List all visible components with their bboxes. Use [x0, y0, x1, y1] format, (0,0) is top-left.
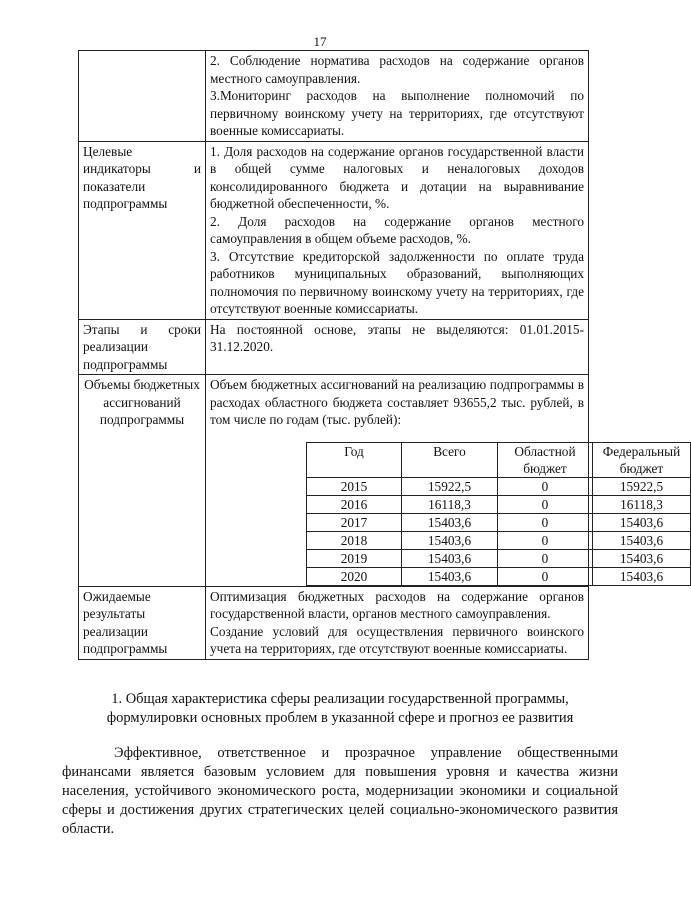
budget-label: Объемы бюджетных ассигнований подпрограммы	[79, 375, 206, 587]
federal-cell: 15403,6	[593, 549, 691, 567]
budget-text: Объем бюджетных ассигнований на реализацию подпрограммы в расходах областного бюджета составляет 93655,2 тыс. рублей, в том числе по годам (тыс. рублей):	[210, 377, 584, 427]
budget-row	[307, 549, 691, 567]
stages-cell	[206, 319, 589, 375]
stages-text: На постоянной основе, этапы не выделяются: 01.01.2015-31.12.2020.	[210, 321, 584, 354]
budget-row	[307, 567, 691, 585]
federal-cell: 15403,6	[593, 567, 691, 585]
table-row	[79, 141, 589, 319]
regional-cell: 0	[498, 495, 593, 513]
budget-header-row	[307, 442, 691, 477]
regional-cell: 0	[498, 531, 593, 549]
header-regional: Областной бюджет	[498, 442, 593, 477]
total-cell: 15403,6	[402, 513, 498, 531]
indicator-item: 3. Отсутствие кредиторской задолженности по оплате труда работников муниципальных образований, выполняющих полномочия по первичному воинскому учету на территориях, где отсутствуют военные комиссариаты.	[210, 248, 584, 316]
regional-cell: 0	[498, 567, 593, 585]
year-cell: 2015	[307, 477, 402, 495]
year-cell: 2019	[307, 549, 402, 567]
budget-cell	[206, 375, 681, 587]
task-item: 2. Соблюдение норматива расходов на содержание органов местного самоуправления.	[210, 53, 584, 86]
results-label: Ожидаемые результаты реализации подпрограммы	[79, 586, 206, 659]
total-cell: 15403,6	[402, 531, 498, 549]
federal-cell: 15922,5	[593, 477, 691, 495]
body-paragraph: Эффективное, ответственное и прозрачное управление общественными финансами является базовым условием для повышения уровня и качества жизни населения, устойчивого экономического роста, модернизации экономики и социальной сферы и достижения других стратегических целей социально-экономического развития области.	[62, 745, 618, 837]
header-federal: Федеральный бюджет	[593, 442, 691, 477]
budget-row	[307, 477, 691, 495]
budget-table	[306, 442, 691, 586]
regional-cell: 0	[498, 549, 593, 567]
tasks-cell	[206, 51, 589, 142]
table-row	[79, 375, 589, 587]
total-cell: 16118,3	[402, 495, 498, 513]
header-total: Всего	[402, 442, 498, 477]
section-heading-line: 1. Общая характеристика сферы реализации государственной программы,	[111, 691, 569, 707]
federal-cell: 16118,3	[593, 495, 691, 513]
total-cell: 15403,6	[402, 549, 498, 567]
table-row	[79, 51, 589, 142]
section-heading	[60, 690, 620, 728]
subprogram-passport-table	[78, 50, 681, 660]
result-item: Создание условий для осуществления первичного воинского учета на территориях, где отсутствуют военные комиссариаты.	[210, 623, 584, 656]
total-cell: 15922,5	[402, 477, 498, 495]
budget-row	[307, 495, 691, 513]
year-cell: 2016	[307, 495, 402, 513]
result-item: Оптимизация бюджетных расходов на содержание органов государственной власти, органов местного самоуправления.	[210, 588, 584, 621]
header-year: Год	[307, 442, 402, 477]
year-cell: 2020	[307, 567, 402, 585]
federal-cell: 15403,6	[593, 513, 691, 531]
table-row	[79, 319, 589, 375]
federal-cell: 15403,6	[593, 531, 691, 549]
regional-cell: 0	[498, 477, 593, 495]
section-heading-line: формулировки основных проблем в указанной сфере и прогноз ее развития	[106, 710, 574, 726]
year-cell: 2017	[307, 513, 402, 531]
year-cell: 2018	[307, 531, 402, 549]
indicators-label: Целевые индикаторы и показатели подпрограммы	[79, 141, 206, 319]
budget-row	[307, 513, 691, 531]
empty-label-cell	[79, 51, 206, 142]
indicator-item: 2. Доля расходов на содержание органов местного самоуправления в общем объеме расходов, %.	[210, 213, 584, 246]
indicator-item: 1. Доля расходов на содержание органов государственной власти в общей сумме налоговых и неналоговых доходов консолидированного бюджета и дотации на выравнивание бюджетной обеспеченности, %.	[210, 143, 584, 211]
task-item: 3.Мониторинг расходов на выполнение полномочий по первичному воинскому учету на территориях, где отсутствуют военные комиссариаты.	[210, 88, 584, 138]
budget-row	[307, 531, 691, 549]
total-cell: 15403,6	[402, 567, 498, 585]
table-row	[79, 586, 589, 659]
page-number: 17	[313, 34, 327, 49]
indicators-cell	[206, 141, 589, 319]
results-cell	[206, 586, 589, 659]
stages-label: Этапы и сроки реализации подпрограммы	[79, 319, 206, 375]
regional-cell: 0	[498, 513, 593, 531]
